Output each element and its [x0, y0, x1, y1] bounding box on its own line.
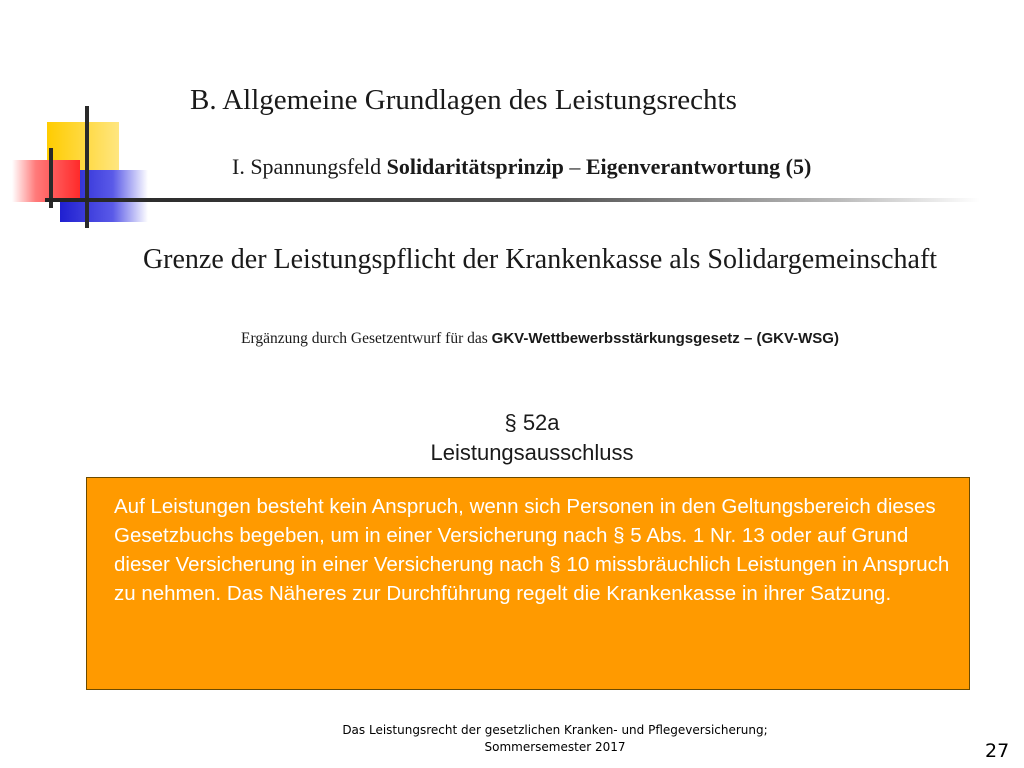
legal-text-box — [86, 477, 970, 690]
amendment-note-law: GKV-Wettbewerbsstärkungsgesetz – (GKV-WSG) — [491, 330, 839, 347]
amendment-note-prefix: Ergänzung durch Gesetzentwurf für das — [241, 330, 492, 347]
subtitle-term-responsibility: Eigenverantwortung (5) — [585, 154, 812, 179]
slide-subtitle — [232, 154, 811, 180]
footer-line-course: Das Leistungsrecht der gesetzlichen Kranken- und Pflegeversicherung; — [342, 723, 768, 737]
vertical-rule — [85, 106, 89, 228]
header-divider — [45, 198, 980, 202]
decorative-squares-graphic — [0, 0, 150, 240]
section-title: Leistungsausschluss — [430, 440, 634, 465]
subtitle-term-solidarity: Solidaritätsprinzip — [386, 154, 564, 179]
legal-text: Auf Leistungen besteht kein Anspruch, wenn sich Personen in den Geltungsbereich dieses Gesetzbuchs begeben, um in einer Versicherung nach § 5 Abs. 1 Nr. 13 oder auf Grund dieser Versicherung in einer Versicherung nach § 10 missbräuchlich Leistungen in Anspruch zu nehmen. Das Näheres zur Durchführung regelt die Krankenkasse in ihrer Satzung. — [114, 495, 950, 605]
red-square — [12, 160, 80, 202]
page-number: 27 — [985, 740, 1010, 762]
subtitle-prefix: I. Spannungsfeld — [232, 154, 387, 179]
section-heading — [282, 408, 782, 468]
subtitle-separator: – — [563, 154, 586, 179]
footer-line-semester: Sommersemester 2017 — [484, 740, 626, 754]
amendment-note — [100, 330, 980, 348]
slide-footer — [290, 722, 820, 756]
section-number: § 52a — [504, 410, 560, 435]
content-heading: Grenze der Leistungspflicht der Krankenkasse als Solidargemeinschaft — [142, 244, 938, 275]
slide-title: B. Allgemeine Grundlagen des Leistungsrechts — [190, 84, 737, 116]
